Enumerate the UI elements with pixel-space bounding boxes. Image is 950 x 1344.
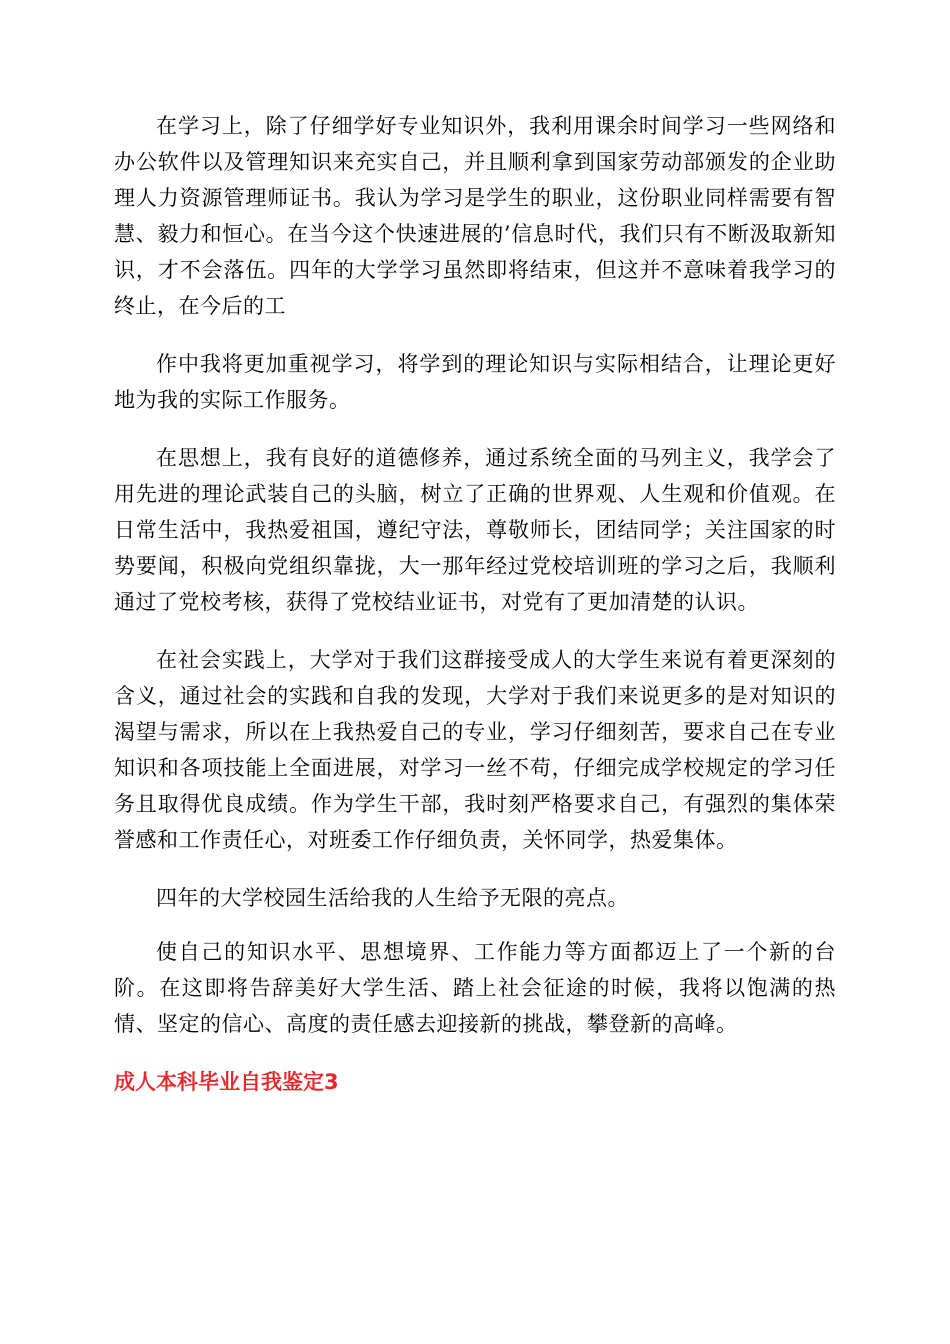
paragraph-conclusion: 使自己的知识水平、思想境界、工作能力等方面都迈上了一个新的台阶。在这即将告辞美好大学生活、踏上社会征途的时候，我将以饱满的热情、坚定的信心、高度的责任感去迎接新的挑战，攀登新的高峰。 — [114, 940, 836, 1036]
paragraph-social-practice: 在社会实践上，大学对于我们这群接受成人的大学生来说有着更深刻的含义，通过社会的实践和自我的发现，大学对于我们来说更多的是对知识的渴望与需求，所以在上我热爱自己的专业，学习仔细刻苦，要求自己在专业知识和各项技能上全面进展，对学习一丝不苟，仔细完成学校规定的学习任务且取得优良成绩。作为学生干部，我时刻严格要求自己，有强烈的集体荣誉感和工作责任心，对班委工作仔细负责，关怀同学，热爱集体。 — [114, 648, 836, 852]
paragraph-campus-life: 四年的大学校园生活给我的人生给予无限的亮点。 — [156, 886, 629, 910]
paragraph-study-continued: 作中我将更加重视学习，将学到的理论知识与实际相结合，让理论更好地为我的实际工作服务。 — [114, 352, 836, 412]
paragraph-ideology: 在思想上，我有良好的道德修养，通过系统全面的马列主义，我学会了用先进的理论武装自己的头脑，树立了正确的世界观、人生观和价值观。在日常生活中，我热爱祖国，遵纪守法，尊敬师长，团结同学；关注国家的时势要闻，积极向党组织靠拢，大一那年经过党校培训班的学习之后，我顺利通过了党校考核，获得了党校结业证书，对党有了更加清楚的认识。 — [114, 446, 836, 614]
paragraph-study: 在学习上，除了仔细学好专业知识外，我利用课余时间学习一些网络和办公软件以及管理知识来充实自己，并且顺利拿到国家劳动部颁发的企业助理人力资源管理师证书。我认为学习是学生的职业，这份职业同样需要有智慧、毅力和恒心。在当今这个快速进展的’信息时代，我们只有不断汲取新知识，才不会落伍。四年的大学学习虽然即将结束，但这并不意味着我学习的终止，在今后的工 — [114, 114, 836, 318]
document-page — [114, 108, 836, 1100]
section-heading: 成人本科毕业自我鉴定3 — [114, 1070, 339, 1094]
